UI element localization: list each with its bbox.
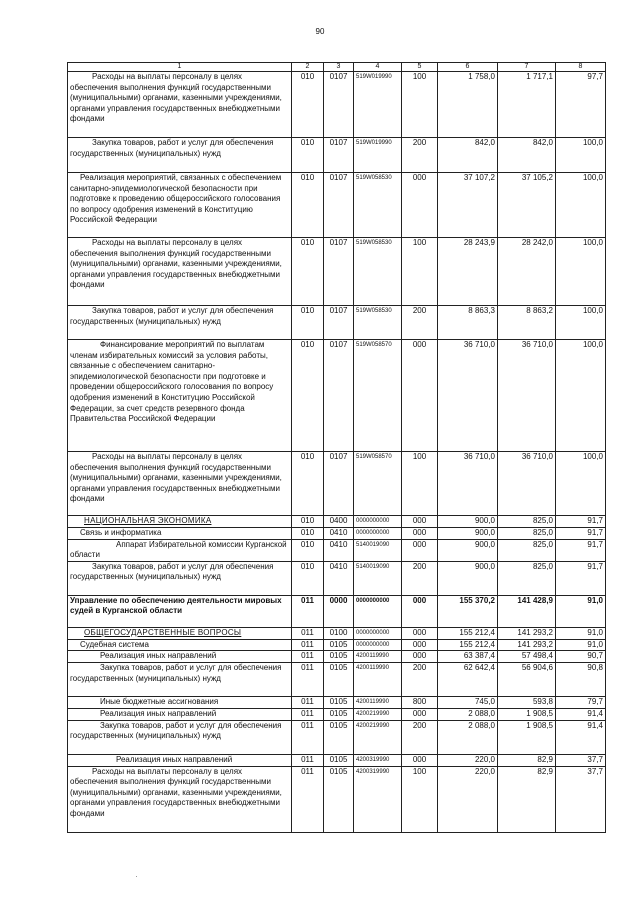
section-cell: 0105 xyxy=(324,651,354,663)
percent-cell: 79,7 xyxy=(556,696,606,708)
expense-type-cell: 200 xyxy=(402,561,438,595)
actual-amount-cell: 141 293,2 xyxy=(498,627,556,639)
expense-type-cell: 000 xyxy=(402,528,438,540)
code-cell: 010 xyxy=(292,138,324,173)
header-cell: 7 xyxy=(498,63,556,72)
table-row xyxy=(68,306,606,340)
plan-amount-cell: 28 243,9 xyxy=(438,238,498,306)
row-name-cell: Закупка товаров, работ и услуг для обеспечения государственных (муниципальных) нужд xyxy=(68,662,292,696)
row-name-cell: ОБЩЕГОСУДАРСТВЕННЫЕ ВОПРОСЫ xyxy=(68,627,292,639)
percent-cell: 97,7 xyxy=(556,72,606,138)
section-cell: 0107 xyxy=(324,72,354,138)
actual-amount-cell: 56 904,6 xyxy=(498,662,556,696)
plan-amount-cell: 62 642,4 xyxy=(438,662,498,696)
section-cell: 0107 xyxy=(324,306,354,340)
code-cell: 010 xyxy=(292,306,324,340)
actual-amount-cell: 842,0 xyxy=(498,138,556,173)
percent-cell: 91,7 xyxy=(556,539,606,561)
percent-cell: 100,0 xyxy=(556,238,606,306)
percent-cell: 100,0 xyxy=(556,452,606,516)
table-row xyxy=(68,754,606,766)
plan-amount-cell: 36 710,0 xyxy=(438,452,498,516)
target-article-cell: 519W019990 xyxy=(354,138,402,173)
percent-cell: 90,7 xyxy=(556,651,606,663)
row-name-cell: Реализация мероприятий, связанных с обеспечением санитарно-эпидемиологической безопасности при подготовке к проведению общероссийского голосования по вопросу одобрения изменений в Конституцию Российской Федерации xyxy=(68,173,292,238)
actual-amount-cell: 28 242,0 xyxy=(498,238,556,306)
expense-type-cell: 000 xyxy=(402,627,438,639)
table-row xyxy=(68,595,606,627)
row-name-cell: Реализация иных направлений xyxy=(68,754,292,766)
table-row xyxy=(68,539,606,561)
section-cell: 0107 xyxy=(324,452,354,516)
section-cell: 0410 xyxy=(324,528,354,540)
section-cell: 0105 xyxy=(324,708,354,720)
code-cell: 010 xyxy=(292,539,324,561)
row-name-cell: Судебная система xyxy=(68,639,292,651)
table-row xyxy=(68,561,606,595)
target-article-cell: 0000000000 xyxy=(354,639,402,651)
row-name-cell: Финансирование мероприятий по выплатам членам избирательных комиссий за условия работы, связанные с обеспечением санитарно-эпидемиологической безопасности при подготовке и проведении общероссийского голосования по вопросу одобрения изменений в Конституцию Российской Федерации, за счет средств резервного фонда Правительства Российской Федерации xyxy=(68,340,292,452)
actual-amount-cell: 141 428,9 xyxy=(498,595,556,627)
code-cell: 011 xyxy=(292,696,324,708)
table-row xyxy=(68,696,606,708)
actual-amount-cell: 825,0 xyxy=(498,516,556,528)
code-cell: 010 xyxy=(292,340,324,452)
percent-cell: 100,0 xyxy=(556,173,606,238)
section-cell: 0107 xyxy=(324,138,354,173)
section-cell: 0107 xyxy=(324,340,354,452)
header-cell: 5 xyxy=(402,63,438,72)
target-article-cell: 0000000000 xyxy=(354,528,402,540)
target-article-cell: 4200119990 xyxy=(354,662,402,696)
code-cell: 011 xyxy=(292,651,324,663)
percent-cell: 100,0 xyxy=(556,138,606,173)
table-row xyxy=(68,138,606,173)
expense-type-cell: 000 xyxy=(402,340,438,452)
plan-amount-cell: 842,0 xyxy=(438,138,498,173)
expense-type-cell: 000 xyxy=(402,173,438,238)
percent-cell: 100,0 xyxy=(556,306,606,340)
page-number: 90 xyxy=(315,27,325,36)
expense-type-cell: 200 xyxy=(402,306,438,340)
expense-type-cell: 000 xyxy=(402,516,438,528)
expense-type-cell: 100 xyxy=(402,238,438,306)
header-cell: 4 xyxy=(354,63,402,72)
target-article-cell: 519W058570 xyxy=(354,340,402,452)
expense-type-cell: 000 xyxy=(402,639,438,651)
expense-type-cell: 100 xyxy=(402,452,438,516)
target-article-cell: 0000000000 xyxy=(354,516,402,528)
actual-amount-cell: 825,0 xyxy=(498,561,556,595)
row-name-cell: Связь и информатика xyxy=(68,528,292,540)
target-article-cell: 0000000000 xyxy=(354,595,402,627)
percent-cell: 37,7 xyxy=(556,754,606,766)
table-row xyxy=(68,516,606,528)
actual-amount-cell: 1 908,5 xyxy=(498,708,556,720)
row-name-cell: Управление по обеспечению деятельности мировых судей в Курганской области xyxy=(68,595,292,627)
percent-cell: 90,8 xyxy=(556,662,606,696)
budget-table xyxy=(67,62,606,833)
code-cell: 011 xyxy=(292,595,324,627)
table-row xyxy=(68,627,606,639)
code-cell: 010 xyxy=(292,173,324,238)
target-article-cell: 4200219990 xyxy=(354,720,402,754)
percent-cell: 91,7 xyxy=(556,516,606,528)
table-row xyxy=(68,708,606,720)
code-cell: 011 xyxy=(292,627,324,639)
expense-type-cell: 000 xyxy=(402,595,438,627)
percent-cell: 91,4 xyxy=(556,720,606,754)
expense-type-cell: 200 xyxy=(402,138,438,173)
actual-amount-cell: 825,0 xyxy=(498,539,556,561)
table-row xyxy=(68,72,606,138)
target-article-cell: 0000000000 xyxy=(354,627,402,639)
row-name-cell: Расходы на выплаты персоналу в целях обеспечения выполнения функций государственными (муниципальными) органами, казенными учреждениями, органами управления государственных внебюджетными фондами xyxy=(68,238,292,306)
percent-cell: 91,0 xyxy=(556,639,606,651)
actual-amount-cell: 1 717,1 xyxy=(498,72,556,138)
target-article-cell: 5140019090 xyxy=(354,539,402,561)
code-cell: 011 xyxy=(292,766,324,832)
plan-amount-cell: 900,0 xyxy=(438,516,498,528)
table-row xyxy=(68,238,606,306)
percent-cell: 100,0 xyxy=(556,340,606,452)
section-cell: 0000 xyxy=(324,595,354,627)
code-cell: 010 xyxy=(292,238,324,306)
percent-cell: 91,0 xyxy=(556,627,606,639)
section-cell: 0105 xyxy=(324,662,354,696)
code-cell: 011 xyxy=(292,720,324,754)
percent-cell: 91,0 xyxy=(556,595,606,627)
plan-amount-cell: 37 107,2 xyxy=(438,173,498,238)
expense-type-cell: 000 xyxy=(402,754,438,766)
expense-type-cell: 000 xyxy=(402,651,438,663)
table-row xyxy=(68,651,606,663)
code-cell: 010 xyxy=(292,528,324,540)
actual-amount-cell: 37 105,2 xyxy=(498,173,556,238)
section-cell: 0400 xyxy=(324,516,354,528)
plan-amount-cell: 1 758,0 xyxy=(438,72,498,138)
actual-amount-cell: 593,8 xyxy=(498,696,556,708)
code-cell: 011 xyxy=(292,708,324,720)
plan-amount-cell: 155 212,4 xyxy=(438,639,498,651)
table-row xyxy=(68,720,606,754)
header-cell: 8 xyxy=(556,63,606,72)
target-article-cell: 4200119990 xyxy=(354,651,402,663)
section-cell: 0410 xyxy=(324,561,354,595)
table-row xyxy=(68,173,606,238)
target-article-cell: 519W058570 xyxy=(354,452,402,516)
row-name-cell: Закупка товаров, работ и услуг для обеспечения государственных (муниципальных) нужд xyxy=(68,138,292,173)
actual-amount-cell: 36 710,0 xyxy=(498,340,556,452)
expense-type-cell: 200 xyxy=(402,662,438,696)
percent-cell: 37,7 xyxy=(556,766,606,832)
section-cell: 0105 xyxy=(324,720,354,754)
code-cell: 010 xyxy=(292,561,324,595)
expense-type-cell: 100 xyxy=(402,766,438,832)
actual-amount-cell: 57 498,4 xyxy=(498,651,556,663)
table-row xyxy=(68,452,606,516)
target-article-cell: 519W058530 xyxy=(354,306,402,340)
row-name-cell: Расходы на выплаты персоналу в целях обеспечения выполнения функций государственными (муниципальными) органами, казенными учреждениями, органами управления государственных внебюджетными фондами xyxy=(68,452,292,516)
plan-amount-cell: 745,0 xyxy=(438,696,498,708)
target-article-cell: 4200219990 xyxy=(354,708,402,720)
expense-type-cell: 000 xyxy=(402,539,438,561)
row-name-cell: Реализация иных направлений xyxy=(68,708,292,720)
code-cell: 011 xyxy=(292,639,324,651)
actual-amount-cell: 825,0 xyxy=(498,528,556,540)
target-article-cell: 519W019990 xyxy=(354,72,402,138)
target-article-cell: 5140019090 xyxy=(354,561,402,595)
section-cell: 0105 xyxy=(324,639,354,651)
row-name-cell: Расходы на выплаты персоналу в целях обеспечения выполнения функций государственными (муниципальными) органами, казенными учреждениями, органами управления государственных внебюджетными фондами xyxy=(68,766,292,832)
target-article-cell: 519W058530 xyxy=(354,173,402,238)
plan-amount-cell: 155 370,2 xyxy=(438,595,498,627)
target-article-cell: 4200319990 xyxy=(354,766,402,832)
plan-amount-cell: 900,0 xyxy=(438,539,498,561)
header-cell: 1 xyxy=(68,63,292,72)
plan-amount-cell: 36 710,0 xyxy=(438,340,498,452)
target-article-cell: 4200319990 xyxy=(354,754,402,766)
header-row xyxy=(68,63,606,72)
expense-type-cell: 200 xyxy=(402,720,438,754)
table-row xyxy=(68,639,606,651)
percent-cell: 91,4 xyxy=(556,708,606,720)
actual-amount-cell: 1 908,5 xyxy=(498,720,556,754)
expense-type-cell: 000 xyxy=(402,708,438,720)
plan-amount-cell: 220,0 xyxy=(438,754,498,766)
row-name-cell: Закупка товаров, работ и услуг для обеспечения государственных (муниципальных) нужд xyxy=(68,561,292,595)
code-cell: 010 xyxy=(292,516,324,528)
table-row xyxy=(68,766,606,832)
row-name-cell: Закупка товаров, работ и услуг для обеспечения государственных (муниципальных) нужд xyxy=(68,306,292,340)
section-cell: 0100 xyxy=(324,627,354,639)
row-name-cell: Реализация иных направлений xyxy=(68,651,292,663)
scan-artifact xyxy=(136,876,137,877)
percent-cell: 91,7 xyxy=(556,528,606,540)
percent-cell: 91,7 xyxy=(556,561,606,595)
plan-amount-cell: 8 863,3 xyxy=(438,306,498,340)
actual-amount-cell: 141 293,2 xyxy=(498,639,556,651)
plan-amount-cell: 63 387,4 xyxy=(438,651,498,663)
actual-amount-cell: 82,9 xyxy=(498,766,556,832)
header-cell: 6 xyxy=(438,63,498,72)
plan-amount-cell: 155 212,4 xyxy=(438,627,498,639)
plan-amount-cell: 2 088,0 xyxy=(438,720,498,754)
plan-amount-cell: 900,0 xyxy=(438,528,498,540)
table-row xyxy=(68,340,606,452)
row-name-cell: Аппарат Избирательной комиссии Курганской области xyxy=(68,539,292,561)
section-cell: 0105 xyxy=(324,696,354,708)
code-cell: 010 xyxy=(292,72,324,138)
section-cell: 0107 xyxy=(324,173,354,238)
actual-amount-cell: 82,9 xyxy=(498,754,556,766)
row-name-cell: НАЦИОНАЛЬНАЯ ЭКОНОМИКА xyxy=(68,516,292,528)
expense-type-cell: 800 xyxy=(402,696,438,708)
section-cell: 0105 xyxy=(324,754,354,766)
plan-amount-cell: 900,0 xyxy=(438,561,498,595)
plan-amount-cell: 2 088,0 xyxy=(438,708,498,720)
plan-amount-cell: 220,0 xyxy=(438,766,498,832)
target-article-cell: 4200119990 xyxy=(354,696,402,708)
row-name-cell: Расходы на выплаты персоналу в целях обеспечения выполнения функций государственными (муниципальными) органами, казенными учреждениями, органами управления государственных внебюджетными фондами xyxy=(68,72,292,138)
section-cell: 0410 xyxy=(324,539,354,561)
section-cell: 0105 xyxy=(324,766,354,832)
expense-type-cell: 100 xyxy=(402,72,438,138)
header-cell: 2 xyxy=(292,63,324,72)
code-cell: 010 xyxy=(292,452,324,516)
code-cell: 011 xyxy=(292,754,324,766)
section-cell: 0107 xyxy=(324,238,354,306)
table-row xyxy=(68,528,606,540)
row-name-cell: Иные бюджетные ассигнования xyxy=(68,696,292,708)
table-row xyxy=(68,662,606,696)
target-article-cell: 519W058530 xyxy=(354,238,402,306)
actual-amount-cell: 36 710,0 xyxy=(498,452,556,516)
header-cell: 3 xyxy=(324,63,354,72)
code-cell: 011 xyxy=(292,662,324,696)
actual-amount-cell: 8 863,2 xyxy=(498,306,556,340)
row-name-cell: Закупка товаров, работ и услуг для обеспечения государственных (муниципальных) нужд xyxy=(68,720,292,754)
